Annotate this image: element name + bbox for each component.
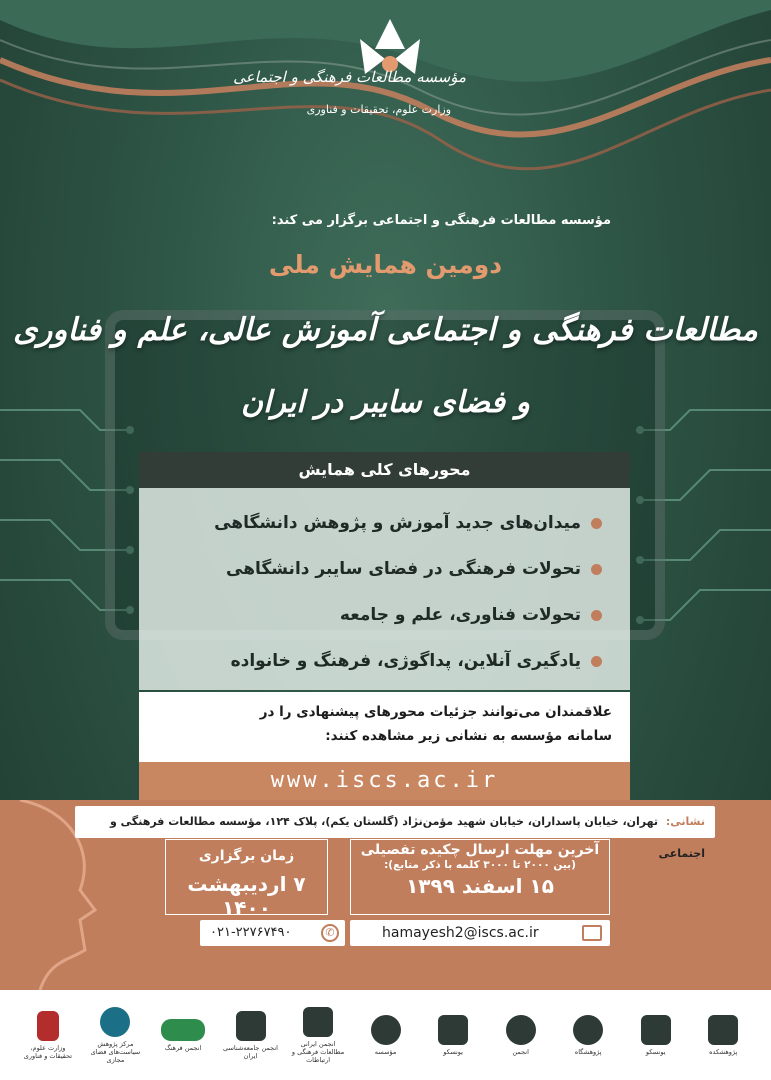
topic-item bbox=[153, 500, 602, 546]
bullet-icon bbox=[591, 610, 602, 621]
sponsor-label: پژوهشکده bbox=[709, 1047, 738, 1056]
sponsor-label: یونسکو bbox=[443, 1047, 463, 1056]
topic-text: تحولات فناوری، علم و جامعه bbox=[339, 605, 581, 625]
notice-text bbox=[139, 692, 630, 762]
sponsor-label: انجمن فرهنگ bbox=[164, 1043, 202, 1052]
organizer-line: مؤسسه مطالعات فرهنگی و اجتماعی برگزار می کند: bbox=[271, 213, 611, 228]
sponsor-label: انجمن ایرانی مطالعات فرهنگی و ارتباطات bbox=[291, 1039, 345, 1064]
deadline-title: آخرین مهلت ارسال چکیده تفصیلی bbox=[360, 842, 600, 858]
ministry-name: وزارت علوم، تحقیقات و فناوری bbox=[306, 103, 451, 116]
phone-text[interactable]: ۰۲۱-۲۲۷۶۷۴۹۰ bbox=[210, 925, 292, 940]
topics-list bbox=[139, 488, 630, 690]
sponsor-logos bbox=[0, 990, 771, 1080]
leaf-icon bbox=[161, 1019, 205, 1041]
address-text: تهران، خیابان پاسداران، خیابان شهید مؤمن‌نژاد (گلستان یکم)، پلاک ۱۲۴، مؤسسه مطالعات فرهنگی و اجتماعی bbox=[110, 815, 705, 860]
event-edition: دومین همایش ملی bbox=[268, 250, 503, 279]
sponsor-logo bbox=[222, 1011, 280, 1060]
unesco-icon bbox=[438, 1015, 468, 1045]
bullet-icon bbox=[591, 518, 602, 529]
sponsor-logo bbox=[694, 1015, 752, 1056]
event-date-value: ۷ اردیبهشت ۱۴۰۰ bbox=[187, 872, 306, 920]
topic-item bbox=[153, 546, 602, 592]
email-field[interactable] bbox=[350, 920, 610, 946]
email-text[interactable]: hamayesh2@iscs.ac.ir bbox=[382, 925, 539, 941]
deadline-date: ۱۵ اسفند ۱۳۹۹ bbox=[406, 874, 554, 898]
seal-icon bbox=[506, 1015, 536, 1045]
sponsor-label: وزارت علوم، تحقیقات و فناوری bbox=[23, 1043, 73, 1060]
building-icon bbox=[708, 1015, 738, 1045]
sponsor-logo bbox=[424, 1015, 482, 1056]
event-date-title: زمان برگزاری bbox=[198, 848, 295, 864]
notice-line-1: علاقمندان می‌توانند جزئیات محورهای پیشنهادی را در bbox=[259, 704, 612, 720]
website-link[interactable]: www.iscs.ac.ir bbox=[139, 762, 630, 800]
topic-item bbox=[153, 638, 602, 684]
flower-icon bbox=[573, 1015, 603, 1045]
institute-logo bbox=[330, 14, 450, 114]
book-icon bbox=[303, 1007, 333, 1037]
letter-icon bbox=[236, 1011, 266, 1041]
sponsor-label: یونسکو bbox=[645, 1047, 666, 1056]
unesco-icon bbox=[641, 1015, 671, 1045]
sponsor-logo bbox=[357, 1015, 415, 1056]
event-date-box bbox=[165, 839, 328, 920]
topic-text: تحولات فرهنگی در فضای سایبر دانشگاهی bbox=[226, 559, 581, 579]
sponsor-label: انجمن جامعه‌شناسی ایران bbox=[223, 1043, 278, 1060]
deadline-subtitle: (بین ۲۰۰۰ تا ۳۰۰۰ کلمه با ذکر منابع): bbox=[384, 859, 576, 871]
topic-text: میدان‌های جدید آموزش و پژوهش دانشگاهی bbox=[214, 513, 581, 533]
institute-name: مؤسسه مطالعات فرهنگی و اجتماعی bbox=[233, 68, 466, 86]
sponsor-label: پژوهشگاه bbox=[574, 1047, 602, 1056]
sponsor-label: مؤسسه bbox=[374, 1047, 397, 1056]
sponsor-label: مرکز پژوهش سیاست‌های فضای مجازی bbox=[90, 1039, 141, 1064]
topic-item bbox=[153, 592, 602, 638]
sponsor-logo bbox=[19, 1011, 77, 1060]
emblem-icon bbox=[37, 1011, 59, 1041]
phone-icon: ✆ bbox=[321, 924, 339, 942]
deadline-box bbox=[350, 839, 610, 915]
sponsor-logo bbox=[627, 1015, 685, 1056]
envelope-icon bbox=[582, 925, 602, 941]
address-label: نشانی: bbox=[665, 815, 705, 828]
sponsor-logo bbox=[86, 1007, 144, 1064]
hex-icon bbox=[371, 1015, 401, 1045]
sponsor-logo bbox=[154, 1019, 212, 1052]
event-title-line-2: و فضای سایبر در ایران bbox=[241, 385, 530, 420]
sponsor-logo bbox=[289, 1007, 347, 1064]
sponsor-logo bbox=[492, 1015, 550, 1056]
bullet-icon bbox=[591, 564, 602, 575]
bullet-icon bbox=[591, 656, 602, 667]
notice-line-2: سامانه مؤسسه به نشانی زیر مشاهده کنند: bbox=[325, 728, 612, 744]
phone-field[interactable] bbox=[200, 920, 345, 946]
sponsor-label: انجمن bbox=[512, 1047, 529, 1056]
topic-text: یادگیری آنلاین، پداگوژی، فرهنگ و خانواده bbox=[230, 651, 581, 671]
event-title-line-1: مطالعات فرهنگی و اجتماعی آموزش عالی، علم و فناوری bbox=[13, 312, 758, 348]
sponsor-logo bbox=[559, 1015, 617, 1056]
globe-icon bbox=[100, 1007, 130, 1037]
topics-heading: محورهای کلی همایش bbox=[139, 452, 630, 488]
